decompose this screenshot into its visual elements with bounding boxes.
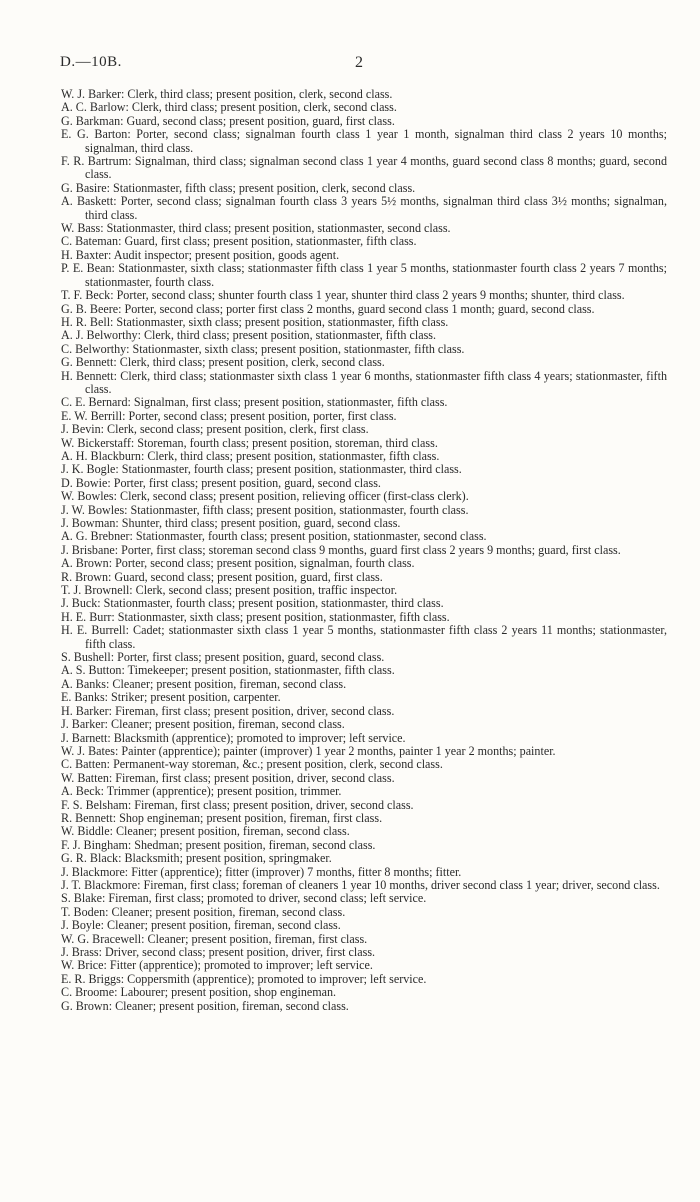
staff-entry: A. S. Button: Timekeeper; present position, stationmaster, fifth class.: [61, 663, 395, 678]
staff-entry: S. Blake: Fireman, first class; promoted to driver, second class; left service.: [61, 891, 427, 906]
staff-entry: A. Baskett: Porter, second class; signalman fourth class 3 years 5½ months, signalman third class 3½ months; signalman, third class.: [61, 194, 667, 222]
staff-entry: E. W. Berrill: Porter, second class; present position, porter, first class.: [61, 408, 397, 423]
staff-entry: C. Batten: Permanent-way storeman, &c.; present position, clerk, second class.: [61, 757, 443, 772]
page-header: [60, 54, 660, 76]
staff-entry: A. Beck: Trimmer (apprentice); present position, trimmer.: [61, 784, 342, 799]
staff-entry: R. Brown: Guard, second class; present position, guard, first class.: [61, 569, 383, 584]
staff-entry: A. H. Blackburn: Clerk, third class; present position, stationmaster, fifth class.: [61, 448, 440, 463]
staff-entry: H. Bennett: Clerk, third class; stationmaster sixth class 1 year 6 months, stationmaster fifth class 4 years; stationmaster, fifth class.: [61, 368, 667, 396]
staff-entry: W. Brice: Fitter (apprentice); promoted to improver; left service.: [61, 958, 373, 973]
staff-entry: J. W. Bowles: Stationmaster, fifth class; present position, stationmaster, fourth class.: [61, 502, 469, 517]
staff-entry: J. Brass: Driver, second class; present position, driver, first class.: [61, 945, 376, 959]
staff-entry: J. Barker: Cleaner; present position, fireman, second class.: [61, 717, 345, 732]
staff-entry: J. Blackmore: Fitter (apprentice); fitter (improver) 7 months, fitter 8 months; fitter.: [61, 864, 462, 879]
staff-entry: G. Brown: Cleaner; present position, fireman, second class.: [61, 998, 349, 1013]
staff-entry: H. E. Burrell: Cadet; stationmaster sixth class 1 year 5 months, stationmaster fifth class 2 years 11 months; stationmaster, fifth class.: [61, 623, 667, 651]
staff-entry: G. Basire: Stationmaster, fifth class; present position, clerk, second class.: [61, 180, 416, 195]
staff-entry: A. C. Barlow: Clerk, third class; present position, clerk, second class.: [61, 100, 397, 115]
staff-entry: J. Bevin: Clerk, second class; present position, clerk, first class.: [61, 422, 369, 437]
staff-entry: A. Banks: Cleaner; present position, fireman, second class.: [61, 676, 347, 691]
staff-entry: R. Bennett: Shop engineman; present position, fireman, first class.: [61, 810, 383, 825]
staff-entry: C. Belworthy: Stationmaster, sixth class; present position, stationmaster, fifth class.: [61, 341, 465, 356]
staff-entry: D. Bowie: Porter, first class; present position, guard, second class.: [61, 475, 381, 490]
staff-entry: W. J. Barker: Clerk, third class; present position, clerk, second class.: [61, 87, 393, 101]
staff-entry: G. Barkman: Guard, second class; present position, guard, first class.: [61, 113, 395, 128]
staff-entry: W. Bowles: Clerk, second class; present position, relieving officer (first-class clerk).: [61, 489, 469, 504]
staff-entry: E. Banks: Striker; present position, carpenter.: [61, 690, 281, 705]
staff-entry: W. Biddle: Cleaner; present position, fireman, second class.: [61, 824, 350, 839]
page-number: 2: [355, 54, 363, 71]
staff-entry: T. Boden: Cleaner; present position, fireman, second class.: [61, 904, 346, 919]
document-reference: D.—10B.: [60, 54, 122, 70]
staff-entry: C. Broome: Labourer; present position, shop engineman.: [61, 985, 337, 1000]
staff-entry: C. Bateman: Guard, first class; present position, stationmaster, fifth class.: [61, 234, 417, 249]
staff-entry: W. G. Bracewell: Cleaner; present position, fireman, first class.: [61, 931, 368, 946]
staff-entry: G. Bennett: Clerk, third class; present position, clerk, second class.: [61, 355, 385, 370]
staff-entry: A. G. Brebner: Stationmaster, fourth class; present position, stationmaster, second class.: [61, 529, 487, 544]
staff-entry: W. Bickerstaff: Storeman, fourth class; present position, storeman, third class.: [61, 435, 438, 450]
staff-entry: W. Batten: Fireman, first class; present position, driver, second class.: [61, 770, 395, 785]
staff-entry: J. Buck: Stationmaster, fourth class; present position, stationmaster, third class.: [61, 596, 444, 611]
staff-entry: S. Bushell: Porter, first class; present position, guard, second class.: [61, 650, 385, 665]
staff-entry: H. Baxter: Audit inspector; present position, goods agent.: [61, 247, 340, 262]
staff-entry: J. K. Bogle: Stationmaster, fourth class; present position, stationmaster, third class.: [61, 462, 462, 477]
staff-entry: A. Brown: Porter, second class; present position, signalman, fourth class.: [61, 556, 415, 571]
staff-entry: P. E. Bean: Stationmaster, sixth class; stationmaster fifth class 1 year 5 months, stationmaster fourth class 2 years 7 months; stationmaster, fourth class.: [61, 261, 667, 289]
staff-entry: G. R. Black: Blacksmith; present position, springmaker.: [61, 851, 332, 866]
staff-entry: W. J. Bates: Painter (apprentice); painter (improver) 1 year 2 months, painter 1 year 2 months; painter.: [61, 743, 556, 758]
staff-entry: T. F. Beck: Porter, second class; shunter fourth class 1 year, shunter third class 2 years 9 months; shunter, third class.: [61, 288, 625, 303]
staff-entry: J. Barnett: Blacksmith (apprentice); promoted to improver; left service.: [61, 730, 406, 745]
staff-entry: J. T. Blackmore: Fireman, first class; foreman of cleaners 1 year 10 months, driver second class 1 year; driver, second class.: [61, 877, 660, 892]
staff-entry: J. Bowman: Shunter, third class; present position, guard, second class.: [61, 516, 401, 530]
staff-entry: F. S. Belsham: Fireman, first class; present position, driver, second class.: [61, 797, 414, 812]
staff-entry: H. Barker: Fireman, first class; present position, driver, second class.: [61, 703, 395, 718]
staff-entry: F. J. Bingham: Shedman; present position, fireman, second class.: [61, 837, 376, 852]
staff-entries-list: [61, 88, 667, 1013]
staff-entry: J. Boyle: Cleaner; present position, fireman, second class.: [61, 918, 341, 933]
staff-entry: H. E. Burr: Stationmaster, sixth class; present position, stationmaster, fifth class.: [61, 609, 450, 624]
staff-entry: E. R. Briggs: Coppersmith (apprentice); promoted to improver; left service.: [61, 971, 427, 986]
staff-entry: C. E. Bernard: Signalman, first class; present position, stationmaster, fifth class.: [61, 395, 448, 410]
staff-entry: A. J. Belworthy: Clerk, third class; present position, stationmaster, fifth class.: [61, 328, 437, 343]
staff-entry: J. Brisbane: Porter, first class; storeman second class 9 months, guard first class 2 years 9 months; guard, first class.: [61, 542, 621, 557]
staff-entry: H. R. Bell: Stationmaster, sixth class; present position, stationmaster, fifth class.: [61, 314, 449, 329]
staff-entry: T. J. Brownell: Clerk, second class; present position, traffic inspector.: [61, 583, 398, 598]
staff-entry: G. B. Beere: Porter, second class; porter first class 2 months, guard second class 1 month; guard, second class.: [61, 301, 595, 316]
staff-entry: W. Bass: Stationmaster, third class; present position, stationmaster, second class.: [61, 221, 451, 236]
staff-entry: E. G. Barton: Porter, second class; signalman fourth class 1 year 1 month, signalman third class 2 years 10 months; signalman, third class.: [61, 127, 667, 155]
staff-entry: F. R. Bartrum: Signalman, third class; signalman second class 1 year 4 months, guard second class 8 months; guard, second class.: [61, 154, 667, 182]
